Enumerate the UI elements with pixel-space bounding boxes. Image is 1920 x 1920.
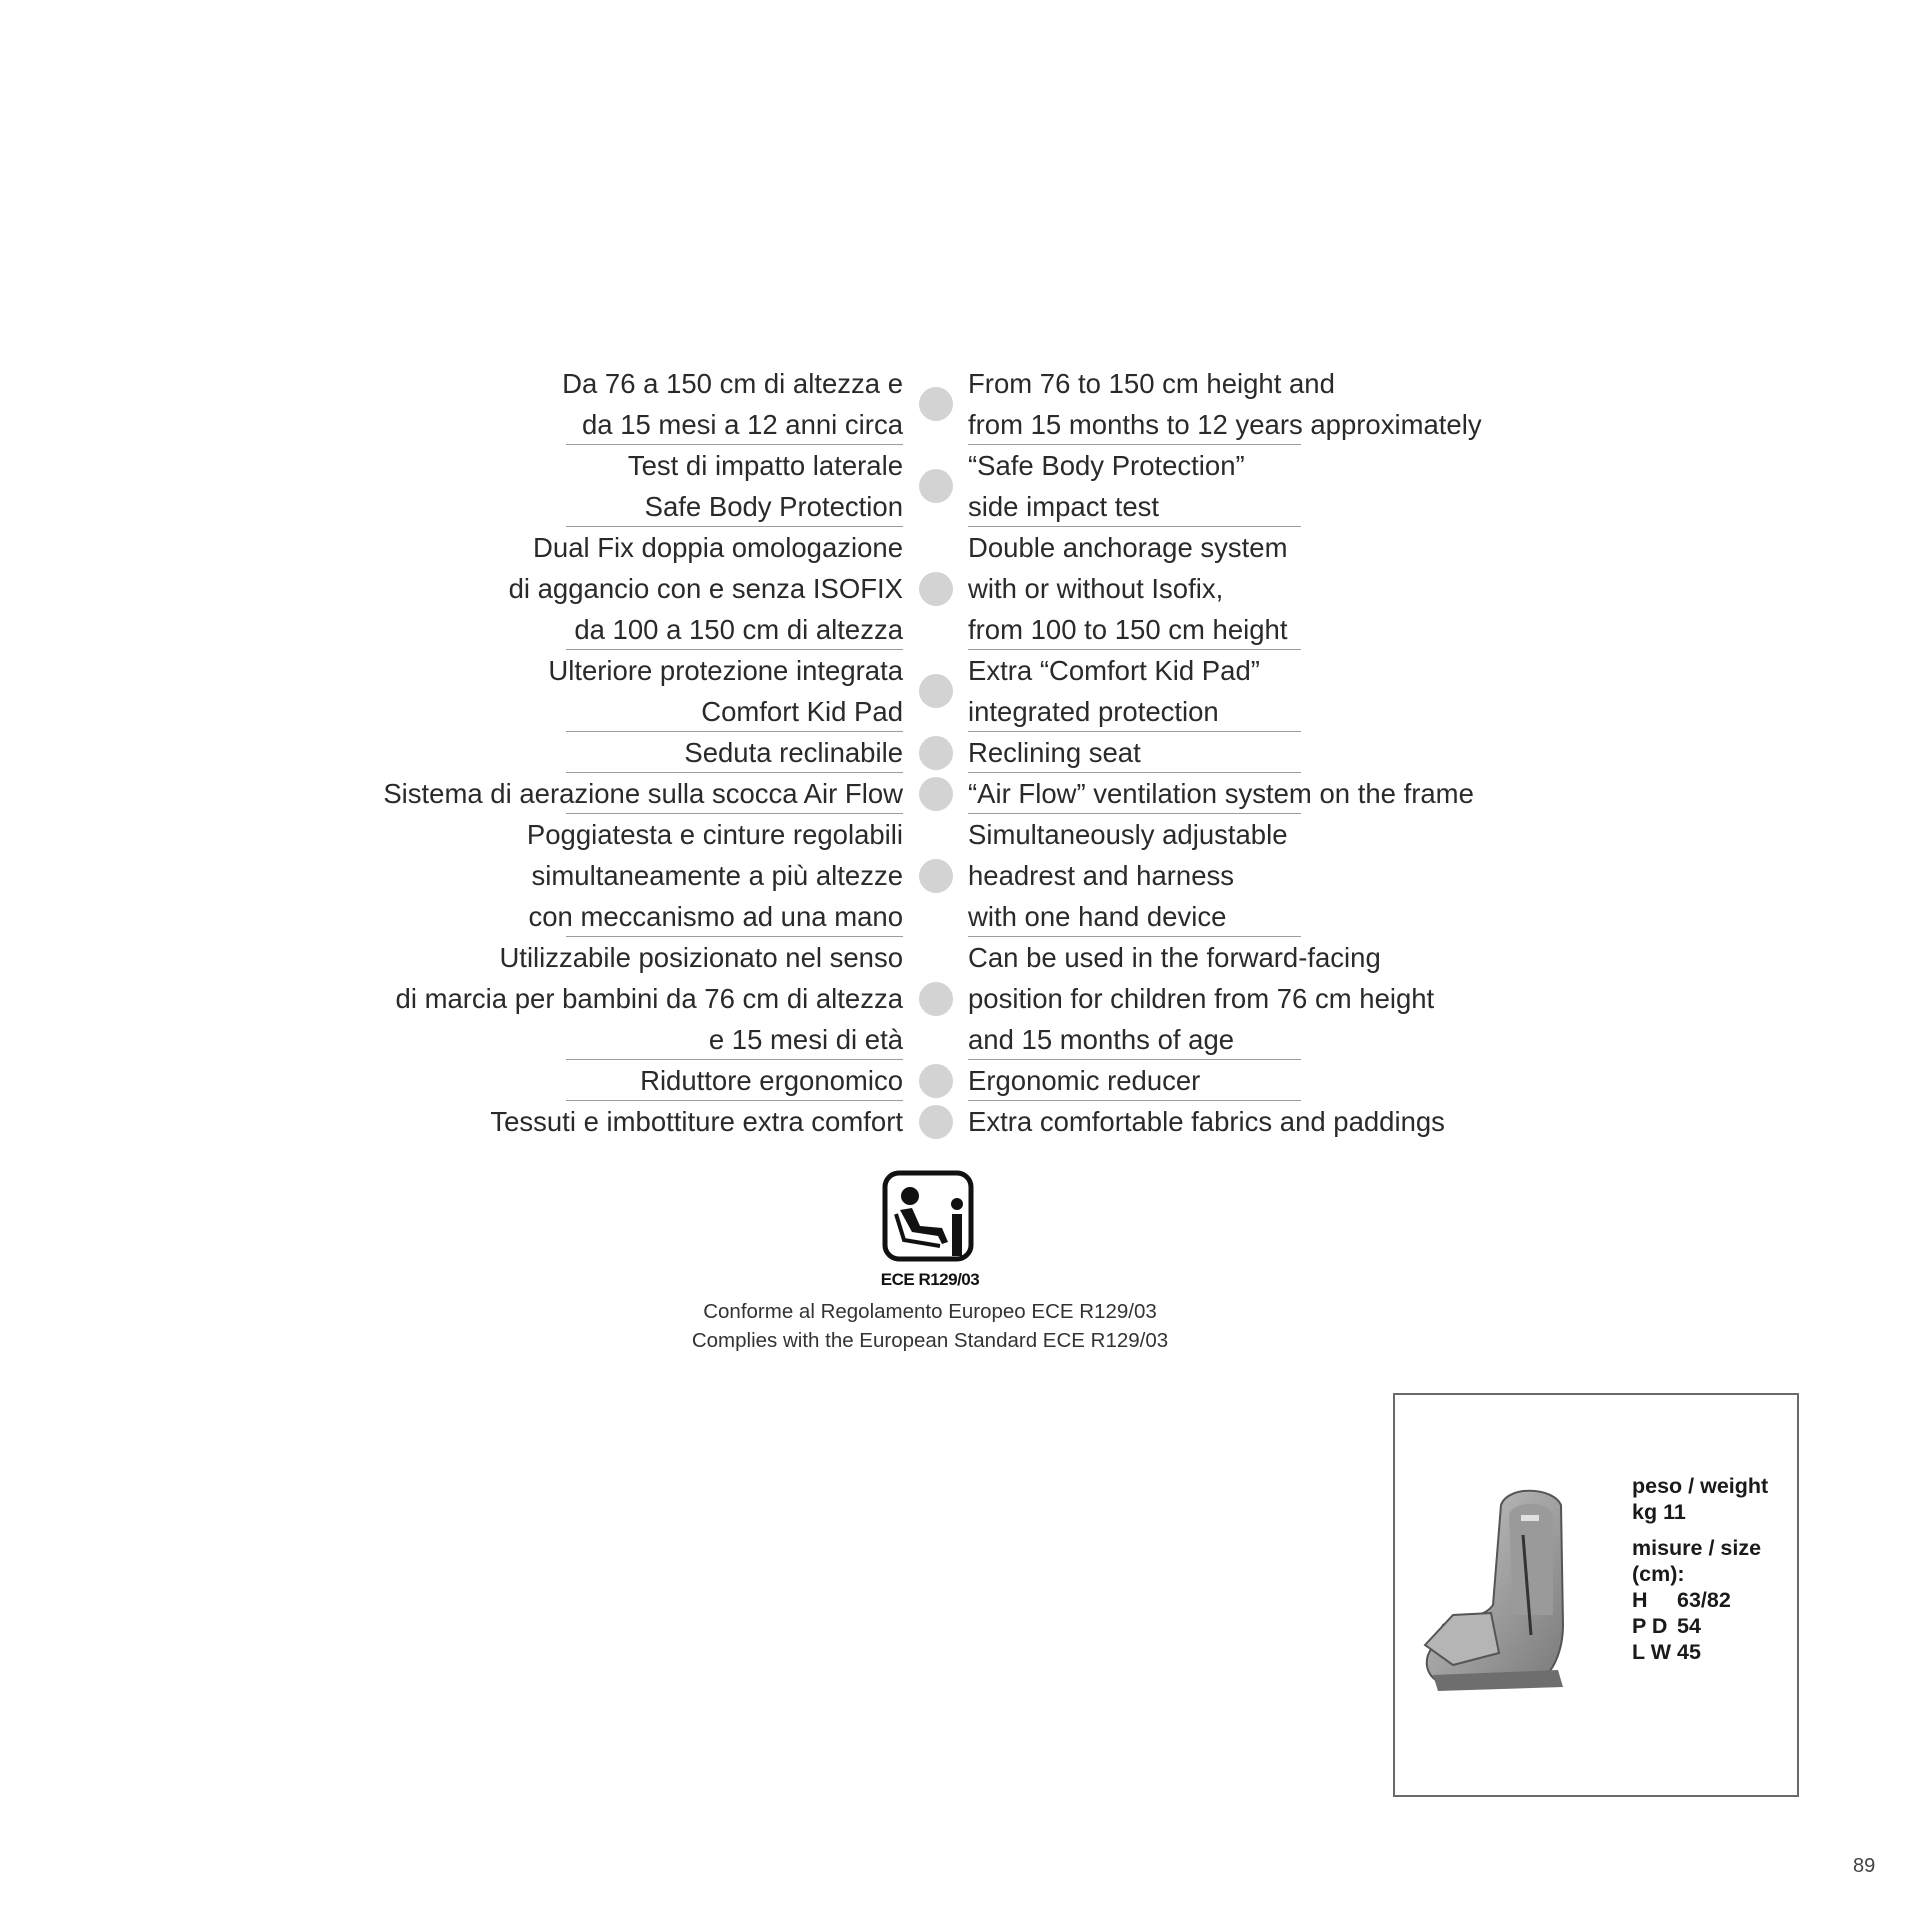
feature-text-it [383,773,903,814]
feature-text-en [968,1101,1445,1142]
weight-value: kg 11 [1632,1500,1686,1524]
certification-text-en: Complies with the European Standard ECE R129/03 [691,1329,1169,1352]
feature-text-it [684,732,903,773]
feature-line-it: di aggancio con e senza ISOFIX [508,573,903,604]
bullet-dot-icon [919,469,953,503]
feature-text-en [968,445,1245,527]
feature-line-it: e 15 mesi di età [708,1024,903,1055]
feature-line-en: headrest and harness [968,860,1235,891]
feature-line-en: Simultaneously adjustable [968,819,1288,850]
dimension-depth: P D 54 [1632,1614,1701,1638]
feature-line-it: simultaneamente a più altezze [531,860,903,891]
feature-text-en [968,732,1141,773]
feature-line-en: and 15 months of age [968,1024,1235,1055]
feature-line-en: side impact test [968,491,1160,522]
feature-line-it: Comfort Kid Pad [701,696,903,727]
bullet-dot-icon [919,982,953,1016]
feature-text-it [562,363,903,445]
feature-line-en: Extra comfortable fabrics and paddings [968,1106,1445,1137]
bullet-dot-icon [919,777,953,811]
size-unit: (cm): [1632,1562,1685,1586]
feature-line-en: Extra “Comfort Kid Pad” [968,655,1260,686]
feature-line-it: Dual Fix doppia omologazione [533,532,903,563]
certification-text-it: Conforme al Regolamento Europeo ECE R129/03 [703,1300,1157,1323]
feature-text-en [968,527,1288,650]
feature-row [0,814,1920,937]
dimension-width: L W 45 [1632,1640,1701,1664]
feature-text-it [509,527,903,650]
feature-text-en [968,814,1288,937]
bullet-dot-icon [919,859,953,893]
feature-text-it [548,650,903,732]
feature-line-it: Tessuti e imbottiture extra comfort [490,1106,903,1137]
feature-line-it: Safe Body Protection [644,491,903,522]
product-specs-box [1393,1393,1799,1797]
feature-line-en: “Air Flow” ventilation system on the frame [968,778,1474,809]
feature-text-en [968,937,1434,1060]
feature-row [0,937,1920,1060]
feature-text-it [396,937,903,1060]
feature-line-en: from 15 months to 12 years approximately [968,409,1482,440]
feature-line-en: integrated protection [968,696,1219,727]
feature-text-it [640,1060,903,1101]
feature-row [0,1101,1920,1142]
feature-line-it: Utilizzabile posizionato nel senso [499,942,903,973]
feature-line-it: Seduta reclinabile [684,737,903,768]
feature-line-it: da 100 a 150 cm di altezza [574,614,903,645]
feature-line-en: with or without Isofix, [968,573,1224,604]
feature-text-en [968,363,1482,445]
feature-text-en [968,650,1260,732]
feature-line-en: position for children from 76 cm height [968,983,1435,1014]
feature-line-it: con meccanismo ad una mano [528,901,903,932]
feature-line-en: Can be used in the forward-facing [968,942,1381,973]
bullet-dot-icon [919,1064,953,1098]
feature-line-it: Ulteriore protezione integrata [548,655,903,686]
feature-text-en [968,1060,1200,1101]
feature-line-it: di marcia per bambini da 76 cm di altezza [395,983,903,1014]
feature-row [0,650,1920,732]
feature-line-it: Poggiatesta e cinture regolabili [526,819,903,850]
feature-row [0,773,1920,814]
specs-text [1632,1473,1768,1665]
car-seat-image [1413,1475,1578,1695]
feature-line-en: from 100 to 150 cm height [968,614,1288,645]
feature-line-en: Ergonomic reducer [968,1065,1201,1096]
feature-line-en: Double anchorage system [968,532,1288,563]
feature-row [0,445,1920,527]
feature-line-it: Test di impatto laterale [627,450,903,481]
feature-line-en: Reclining seat [968,737,1141,768]
bullet-dot-icon [919,1105,953,1139]
feature-text-en [968,773,1474,814]
bullet-dot-icon [919,387,953,421]
size-label: misure / size [1632,1536,1762,1560]
weight-label: peso / weight [1632,1474,1769,1498]
certification-code: ECE R129/03 [880,1270,980,1289]
feature-line-it: Da 76 a 150 cm di altezza e [562,368,903,399]
feature-row [0,732,1920,773]
feature-line-en: with one hand device [968,901,1227,932]
feature-text-it [527,814,903,937]
feature-text-it [490,1101,903,1142]
feature-line-it: Riduttore ergonomico [640,1065,903,1096]
isofix-child-seat-icon [882,1170,976,1264]
feature-line-it: Sistema di aerazione sulla scocca Air Flow [383,778,903,809]
feature-line-en: “Safe Body Protection” [968,450,1245,481]
bullet-dot-icon [919,674,953,708]
feature-line-en: From 76 to 150 cm height and [968,368,1335,399]
feature-row [0,527,1920,650]
feature-row [0,1060,1920,1101]
bullet-dot-icon [919,736,953,770]
page-number: 89 [1853,1855,1876,1877]
dimension-height: H 63/82 [1632,1588,1731,1612]
feature-line-it: da 15 mesi a 12 anni circa [581,409,903,440]
feature-row [0,363,1920,445]
feature-text-it [628,445,903,527]
bullet-dot-icon [919,572,953,606]
